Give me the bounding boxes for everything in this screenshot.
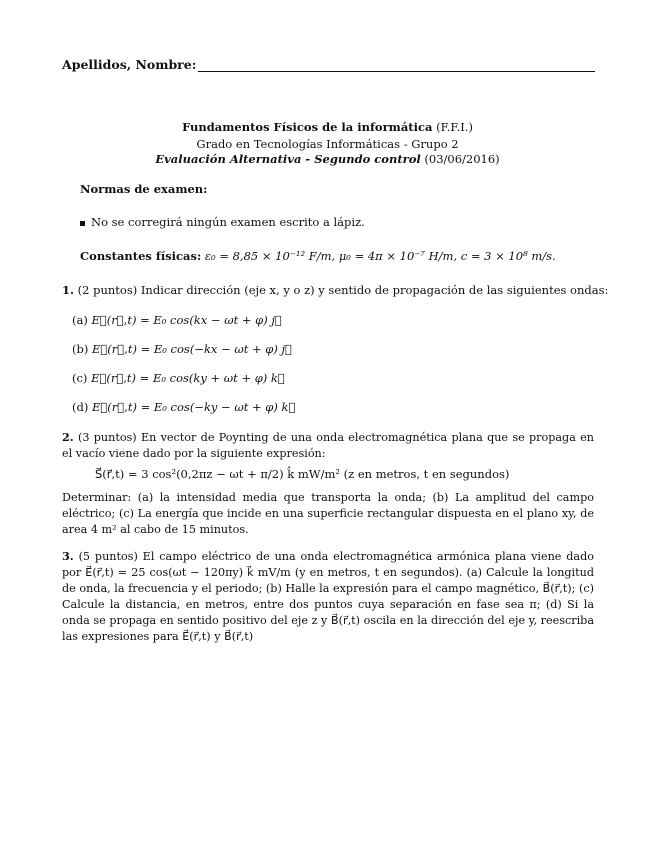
q2-determine: Determinar: (a) la intensidad media que transporta la onda; (b) La amplitud del campo eléctrico; (c) La energía que incide en una superficie rectangular dispuesta en el plano xy, de area 4 m² al cabo de 15 minutos.	[62, 491, 594, 536]
name-field-line[interactable]	[198, 59, 595, 72]
exam-title: Evaluación Alternativa - Segundo control (03/06/2016)	[155, 152, 500, 166]
q1-item-c: (c) E⃗(r⃗,t) = E₀ cos(ky + ωt + φ) k⃗	[72, 371, 285, 385]
question-1: 1. (2 puntos) Indicar dirección (eje x, y o z) y sentido de propagación de las siguientes ondas:	[62, 283, 609, 297]
name-field	[62, 57, 595, 72]
course-title: Fundamentos Físicos de la informática (F.F.I.)	[182, 120, 473, 134]
name-field-label: Apellidos, Nombre:	[62, 57, 197, 72]
degree-line: Grado en Tecnologías Informáticas - Grupo 2	[196, 137, 459, 151]
q1-item-d: (d) E⃗(r⃗,t) = E₀ cos(−ky − ωt + φ) k⃗	[72, 400, 296, 414]
rules-item: No se corregirá ningún examen escrito a lápiz.	[80, 215, 365, 229]
q1-item-a: (a) E⃗(r⃗,t) = E₀ cos(kx − ωt + φ) j⃗	[72, 313, 282, 327]
q2-equation: S⃗(r⃗,t) = 3 cos²(0,2πz − ωt + π/2) k̂ mW/m² (z en metros, t en segundos)	[95, 467, 510, 481]
question-3: 3. (5 puntos) El campo eléctrico de una onda electromagnética armónica plana viene dado por E⃗(r⃗,t) = 25 cos(ωt − 120πy) k⃗ mV/m (y en metros, t en segundos). (a) Calcule la longitud de onda, la frecuencia y el periodo; (b) Halle la expresión para el campo magnético, B⃗(r⃗,t); (c) Calcule la distancia, en metros, entre dos puntos cuya separación en fase sea π; (d) Si la onda se propaga en sentido positivo del eje z y B⃗(r⃗,t) oscila en la dirección del eje y, reescriba las expresiones para E⃗(r⃗,t) y B⃗(r⃗,t)	[62, 549, 594, 643]
question-2: 2. (3 puntos) En vector de Poynting de una onda electromagnética plana que se propaga en el vacío viene dado por la siguiente expresión:	[62, 430, 594, 460]
constants: Constantes físicas: ε₀ = 8,85 × 10⁻¹² F/m, μ₀ = 4π × 10⁻⁷ H/m, c = 3 × 10⁸ m/s.	[80, 249, 556, 263]
q1-item-b: (b) E⃗(r⃗,t) = E₀ cos(−kx − ωt + φ) j⃗	[72, 342, 292, 356]
rules-title: Normas de examen:	[80, 182, 208, 196]
bullet-icon	[80, 221, 85, 226]
